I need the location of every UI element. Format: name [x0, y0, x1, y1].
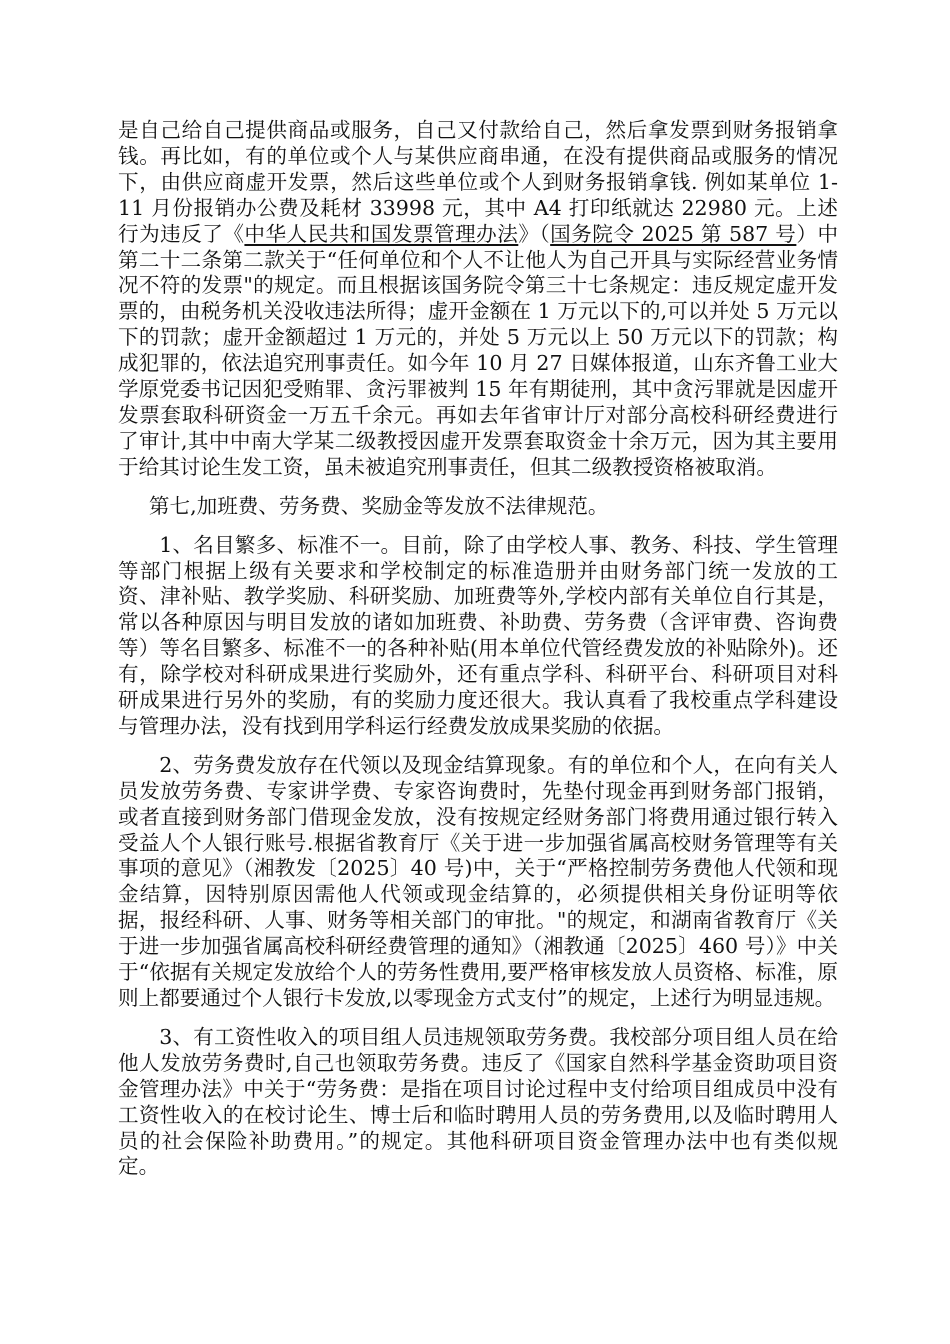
paragraph-text: 3、有工资性收入的项目组人员违规领取劳务费。我校部分项目组人员在给他人发放劳务费时,自己也领取劳务费。违反了《国家自然科学基金资助项目资金管理办法》中关于“劳务费：是指在项目讨论过程中支付给项目组成员中没有工资性收入的在校讨论生、博士后和临时聘用人员的劳务费用,以及临时聘用人员的社会保险补助费用。”的规定。其他科研项目资金管理办法中也有类似规定。 — [118, 1024, 838, 1179]
paragraph-invoice-violation — [118, 118, 838, 481]
paragraph-text: 》（ — [518, 221, 551, 246]
paragraph-text: 2、劳务费发放存在代领以及现金结算现象。有的单位和个人，在向有关人员发放劳务费、专家讲学费、专家咨询费时，先垫付现金再到财务部门报销，或者直接到财务部门借现金发放，没有按规定经财务部门将费用通过银行转入受益人个人银行账号.根据省教育厅《关于进一步加强省属高校财务管理等有关事项的意见》（湘教发〔2025〕40 号)中，关于“严格控制劳务费他人代领和现金结算，因特别原因需他人代领或现金结算的，必须提供相关身份证明等依据，报经科研、人事、财务等相关部门的审批。"的规定，和湖南省教育厅《关于进一步加强省属高校科研经费管理的通知》（湘教通〔2025〕460 号）》中关于“依据有关规定发放给个人的劳务性费用,要严格审核发放人员资格、标准，原则上都要通过个人银行卡发放,以零现金方式支付”的规定，上述行为明显违规。 — [118, 752, 838, 1010]
section-heading-seventh — [118, 494, 838, 520]
heading-text: 第七,加班费、劳务费、奖励金等发放不法律规范。 — [148, 493, 609, 518]
paragraph-item-2 — [118, 753, 838, 1012]
regulation-title-link: 中华人民共和国发票管理办法 — [244, 221, 519, 246]
paragraph-text: ）中第二十二条第二款关于“任何单位和个人不让他人为自己开具与实际经营业务情况不符的发票"的规定。而且根据该国务院令第三十七条规定：违反规定虚开发票的，由税务机关没收违法所得；虚开金额在 1 万元以下的,可以并处 5 万元以下的罚款；虚开金额超过 1 万元的，并处 5 万元以上 50 万元以下的罚款；构成犯罪的，依法追究刑事责任。如今年 10 月 27 日媒体报道，山东齐鲁工业大学原党委书记因犯受贿罪、贪污罪被判 15 年有期徒刑，其中贪污罪就是因虚开发票套取科研资金一万五千余元。再如去年省审计厅对部分高校科研经费进行了审计,其中中南大学某二级教授因虚开发票套取资金十余万元，因为其主要用于给其讨论生发工资，虽未被追究刑事责任，但其二级教授资格被取消。 — [118, 221, 839, 479]
decree-number: 国务院令 2025 第 587 号 — [550, 221, 797, 246]
paragraph-item-3 — [118, 1025, 838, 1180]
paragraph-text: 1、名目繁多、标准不一。目前，除了由学校人事、教务、科技、学生管理等部门根据上级有关要求和学校制定的标准造册并由财务部门统一发放的工资、津补贴、教学奖励、科研奖励、加班费等外,学校内部有关单位自行其是，常以各种原因与明目发放的诸如加班费、补助费、劳务费（含评审费、咨询费等）等名目繁多、标准不一的各种补贴(用本单位代管经费发放的补贴除外)。还有，除学校对科研成果进行奖励外，还有重点学科、科研平台、科研项目对科研成果进行另外的奖励，有的奖励力度还很大。我认真看了我校重点学科建设与管理办法，没有找到用学科运行经费发放成果奖励的依据。 — [118, 532, 838, 738]
document-page — [118, 118, 838, 1193]
paragraph-text: 是自己给自己提供商品或服务，自己又付款给自己，然后拿发票到财务报销拿钱。再比如，有的单位或个人与某供应商串通，在没有提供商品或服务的情况下，由供应商虚开发票，然后这些单位或个人到财务报销拿钱. 例如某单位 1-11 月份报销办公费及耗材 33998 元，其中 A4 打印纸就达 22980 元。上述行为违反了《 — [118, 118, 838, 246]
paragraph-item-1 — [118, 533, 838, 740]
